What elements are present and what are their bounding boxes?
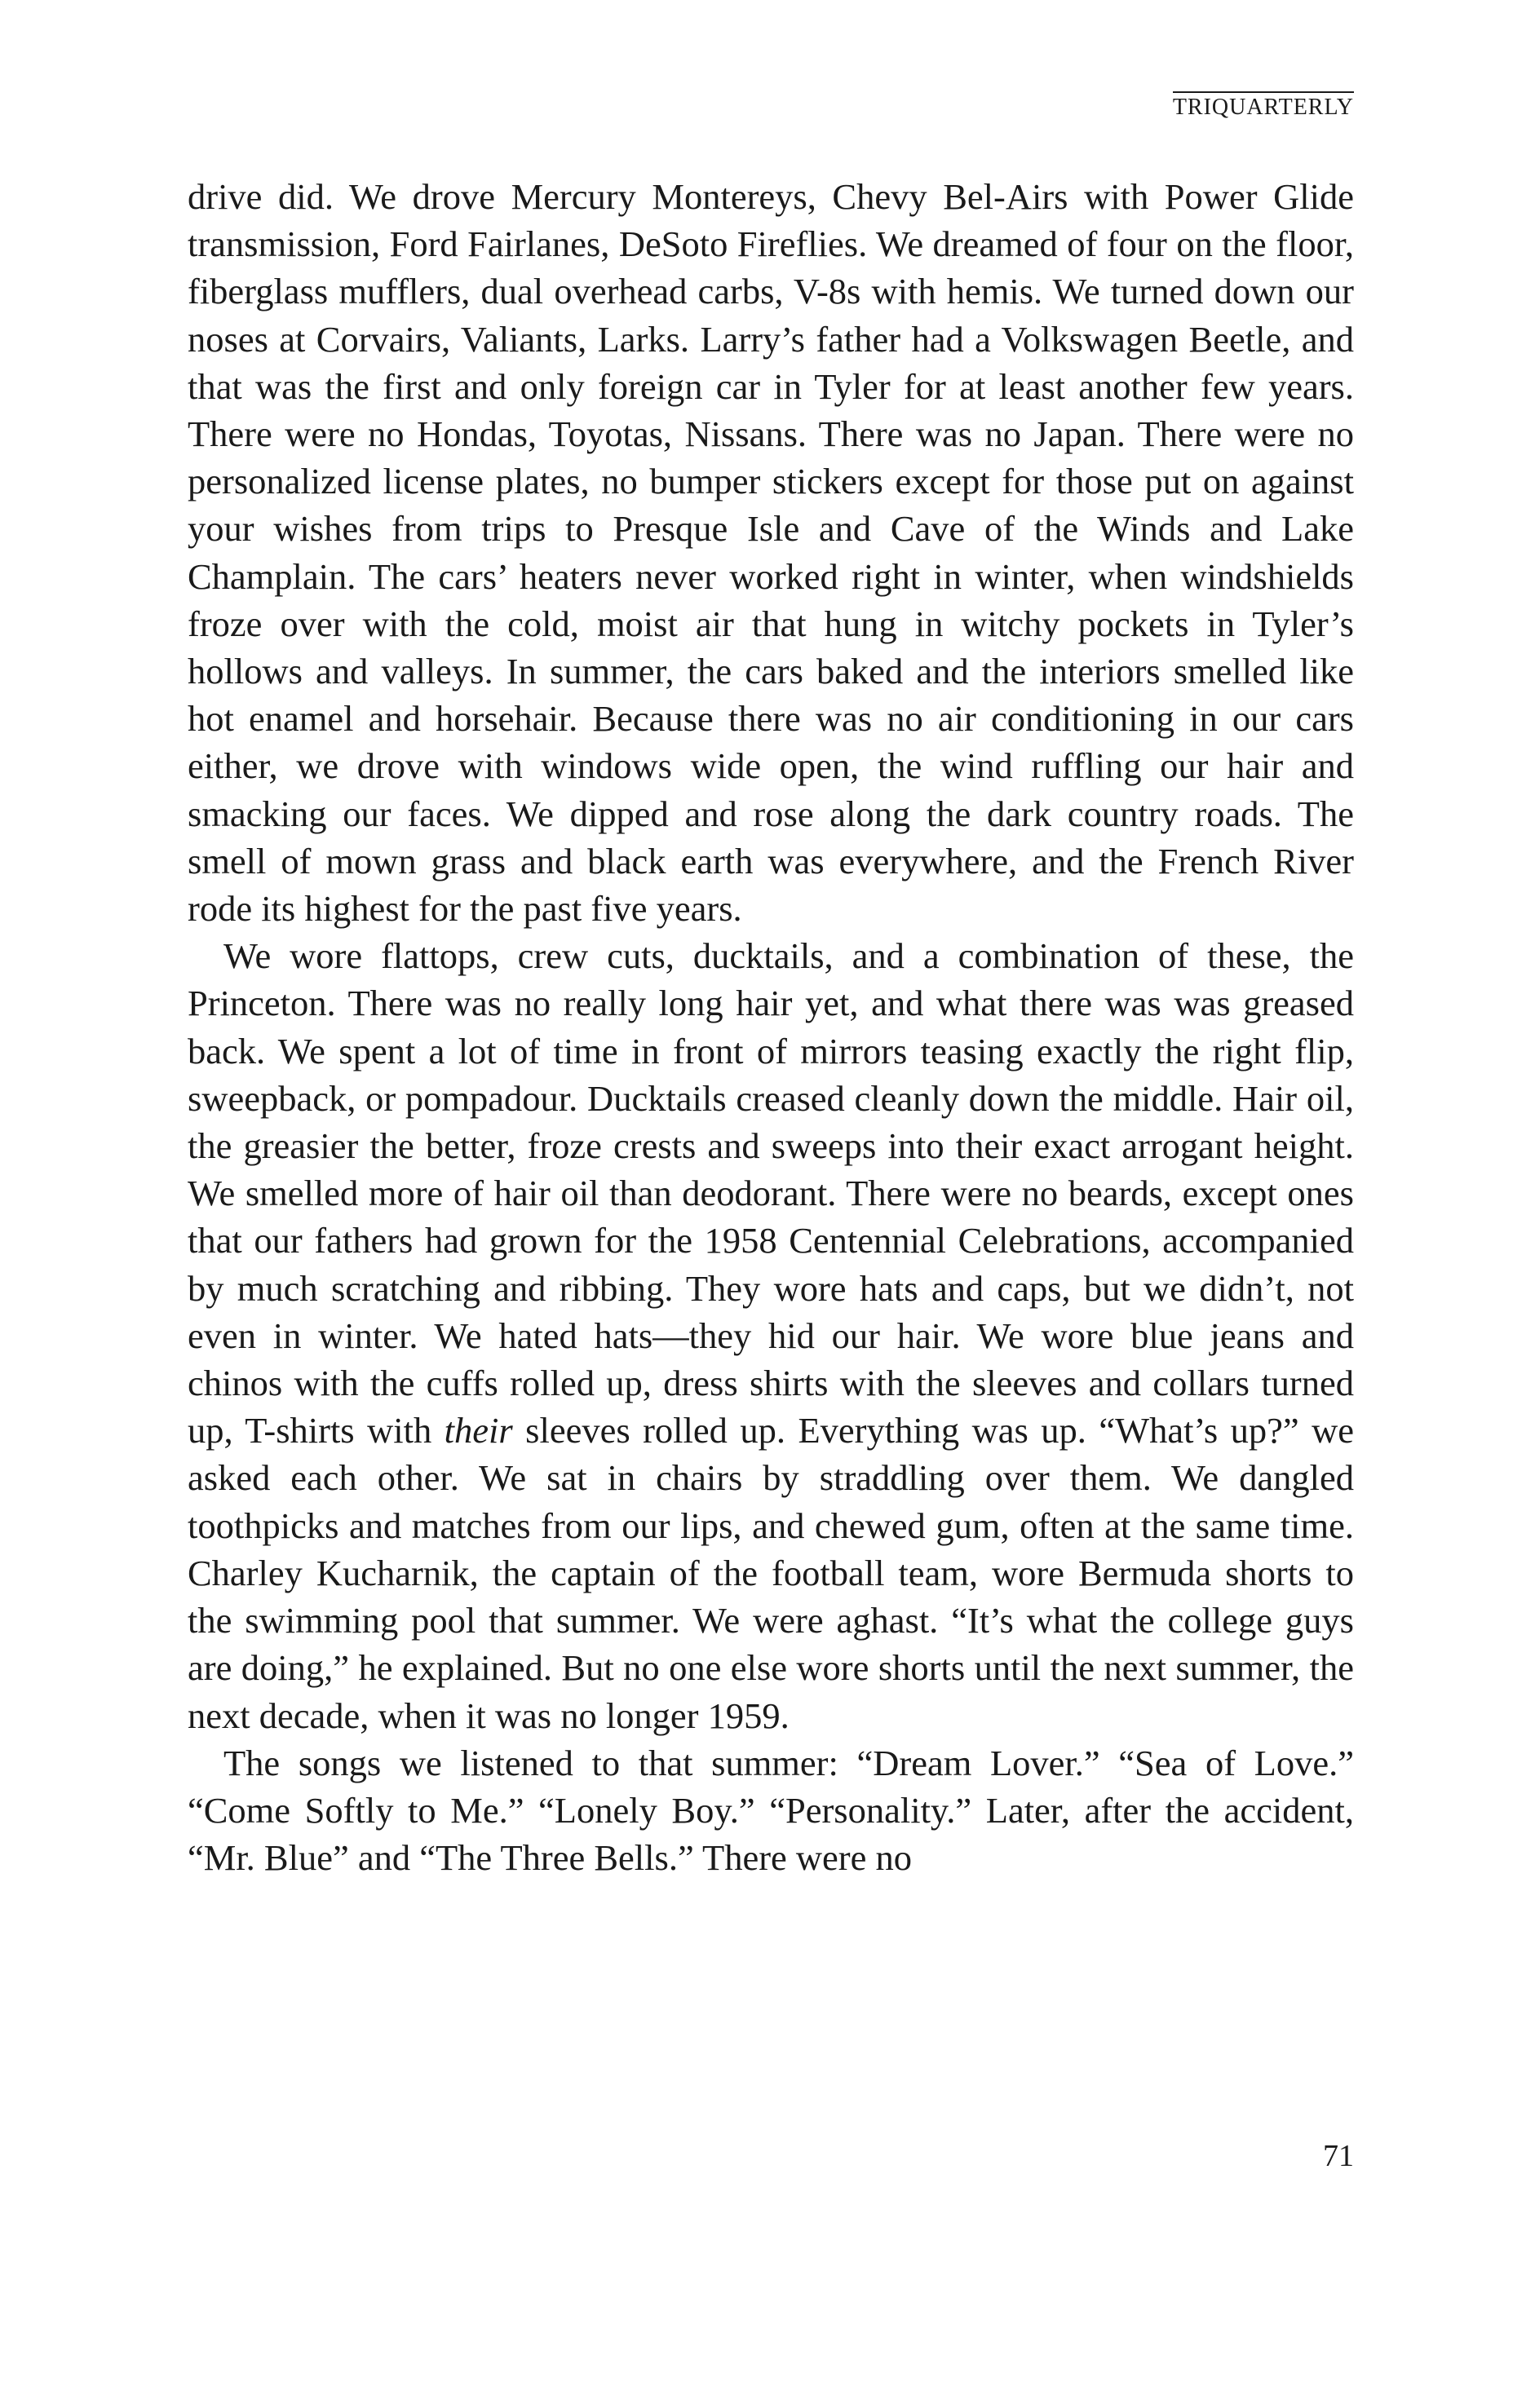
- paragraph-text: drive did. We drove Mercury Montereys, Chevy Bel-Airs with Power Glide transmission, Ford Fairlanes, DeSoto Fireflies. We dreamed of four on the floor, fiberglass mufflers, dual overhead carbs, V-8s with hemis. We turned down our noses at Corvairs, Valiants, Larks. Larry’s father had a Volkswagen Beetle, and that was the first and only foreign car in Tyler for at least another few years. There were no Hondas, Toyotas, Nissans. There was no Japan. There were no personalized license plates, no bumper stickers except for those put on against your wishes from trips to Presque Isle and Cave of the Winds and Lake Champlain. The cars’ heaters never worked right in winter, when windshields froze over with the cold, moist air that hung in witchy pockets in Tyler’s hollows and valleys. In summer, the cars baked and the interiors smelled like hot enamel and horsehair. Because there was no air conditioning in our cars either, we drove with windows wide open, the wind ruffling our hair and smacking our faces. We dipped and rose along the dark country roads. The smell of mown grass and black earth was everywhere, and the French River rode its highest for the past five years.: [188, 176, 1354, 930]
- paragraph-3: [188, 1739, 1354, 1882]
- paragraph-text: sleeves rolled up. Everything was up. “What’s up?” we asked each other. We sat in chairs by straddling over them. We dangled toothpicks and matches from our lips, and chewed gum, often at the same time. Charley Kucharnik, the captain of the football team, wore Bermuda shorts to the swimming pool that summer. We were aghast. “It’s what the college guys are doing,” he explained. But no one else wore shorts until the next summer, the next decade, when it was no longer 1959.: [188, 1410, 1354, 1736]
- running-head: TRIQUARTERLY: [1173, 91, 1354, 124]
- paragraph-2: [188, 932, 1354, 1739]
- body-text: [188, 173, 1354, 1881]
- page-number: 71: [1323, 2139, 1354, 2173]
- italic-word: their: [444, 1410, 513, 1451]
- paragraph-text: We wore flattops, crew cuts, ducktails, and a combination of these, the Princeton. There was no really long hair yet, and what there was was greased back. We spent a lot of time in front of mirrors teasing exactly the right flip, sweepback, or pompadour. Ducktails creased cleanly down the middle. Hair oil, the greasier the better, froze crests and sweeps into their exact arrogant height. We smelled more of hair oil than deodorant. There were no beards, except ones that our fathers had grown for the 1958 Centennial Celebrations, accompanied by much scratching and ribbing. They wore hats and caps, but we didn’t, not even in winter. We hated hats—they hid our hair. We wore blue jeans and chinos with the cuffs rolled up, dress shirts with the sleeves and collars turned up, T-shirts with: [188, 935, 1354, 1451]
- paragraph-text: The songs we listened to that summer: “Dream Lover.” “Sea of Love.” “Come Softly to Me.” “Lonely Boy.” “Personality.” Later, after the accident, “Mr. Blue” and “The Three Bells.” There were no: [188, 1742, 1354, 1879]
- paragraph-1: [188, 173, 1354, 932]
